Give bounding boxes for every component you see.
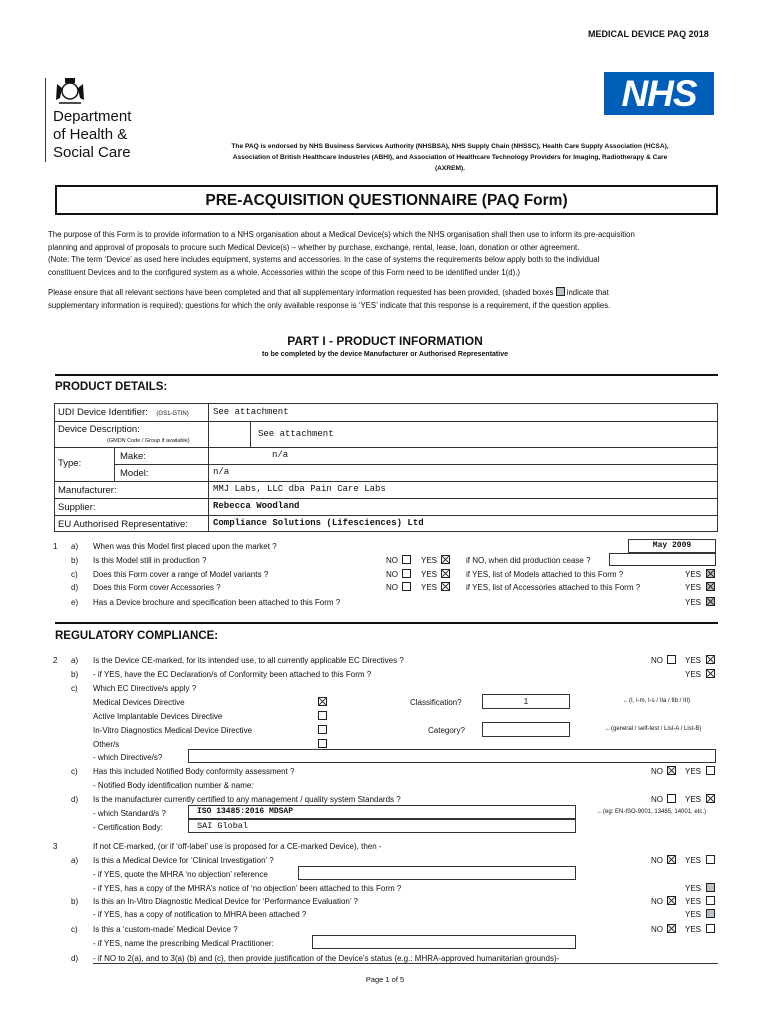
q1b-cease-field[interactable] [609, 553, 716, 566]
q2c2-no-checkbox[interactable] [667, 766, 676, 775]
q3c-yes-label: YES [685, 925, 702, 934]
q3b-sub-yes-label: YES [685, 910, 702, 919]
document-code: MEDICAL DEVICE PAQ 2018 [588, 29, 709, 39]
manufacturer-field[interactable]: MMJ Labs, LLC dba Pain Care Labs [213, 484, 386, 494]
device-description-label: Device Description: [58, 424, 140, 435]
category-hint: ←(general / self-test / List-A / List-B) [605, 726, 702, 732]
category-field[interactable] [482, 722, 570, 737]
q2c2-no-label: NO [651, 767, 663, 776]
udi-field[interactable]: See attachment [213, 407, 289, 417]
standards-hint: ←(eg: EN-ISO-9001, 13485, 14001, etc.) [597, 809, 707, 815]
q1d-follow-yes-checkbox[interactable] [706, 582, 715, 591]
q1e-yes-checkbox[interactable] [706, 597, 715, 606]
q1d-follow-yes-label: YES [685, 583, 702, 592]
others-label: Other/s [93, 740, 120, 749]
aimd-checkbox[interactable] [318, 711, 327, 720]
q3d-text: - if NO to 2(a), and to 3(a) (b) and (c), then provide justification of the Device’s status (e.g.: MHRA-approved humanitarian grounds)- [93, 954, 560, 963]
supplier-label: Supplier: [58, 502, 96, 513]
q3b-text: Is this an In-Vitro Diagnostic Medical Device for ‘Performance Evaluation’ ? [93, 897, 359, 906]
classification-hint: ←(I, I-m, I-s / IIa / IIb / III) [623, 698, 691, 704]
q3a-sub2-yes-checkbox[interactable] [706, 883, 715, 892]
device-description-hint: (GMDN Code / Group if available) [107, 438, 190, 444]
classification-label: Classification? [410, 698, 462, 707]
endorsement-text: The PAQ is endorsed by NHS Business Services Authority (NHSBSA), NHS Supply Chain (NHSSC), Health Care Supply Association (HCSA), Association of British Healthcare Industries (ABHI), and Association of Healthcare Technology Providers for Imaging, Radiotherapy & Care (AXREM). [231, 143, 669, 172]
q3a-yes-checkbox[interactable] [706, 855, 715, 864]
aimd-label: Active Implantable Devices Directive [93, 712, 223, 721]
q2a-text: Is the Device CE-marked, for its intended use, to all currently applicable EC Directives ? [93, 656, 404, 665]
q1a-text: When was this Model first placed upon the market ? [93, 542, 277, 551]
cert-body-label: - Certification Body: [93, 823, 163, 832]
q1b-yes-label: YES [421, 556, 438, 565]
q3b-no-label: NO [651, 897, 663, 906]
q2b-text: - if YES, have the EC Declaration/s of Conformity been attached to this Form ? [93, 670, 372, 679]
mhra-reference-field[interactable] [298, 866, 576, 880]
q3b-sub: - if YES, has a copy of notification to MHRA been attached ? [93, 910, 307, 919]
dept-name-line2: of Health & [53, 126, 128, 143]
q3c-letter: c) [71, 925, 78, 934]
justification-underline [93, 963, 718, 964]
q2c-letter: c) [71, 684, 78, 693]
q3a-yes-label: YES [685, 856, 702, 865]
q1-number: 1 [53, 542, 58, 551]
q3b-letter: b) [71, 897, 79, 906]
q2d-letter: d) [71, 795, 79, 804]
standards-label: - which Standard/s ? [93, 809, 166, 818]
udi-label: UDI Device Identifier: (GS1-GTIN) [58, 407, 189, 418]
q3b-sub-yes-checkbox[interactable] [706, 909, 715, 918]
model-field[interactable]: n/a [213, 467, 230, 477]
dhsc-logo [45, 76, 165, 166]
dept-name-line3: Social Care [53, 144, 131, 161]
q1c-follow-yes-label: YES [685, 570, 702, 579]
ivd-checkbox[interactable] [318, 725, 327, 734]
q1c-followup: if YES, list of Models attached to this Form ? [466, 570, 624, 579]
category-label: Category? [428, 726, 465, 735]
intro-paragraph: The purpose of this Form is to provide information to a NHS organisation about a Medical Device(s) which the NHS organisation shall then use to inform its pre-acquisition planning and approval of proposals to procure such Medical Device(s) – whether by purchase, exchange, rental, lease, loan, donation or other agreement. (Note: The term ‘Device’ as used here includes equipment, systems and accessories. In the case of systems the requirements below apply both to the individual constituent Devices and to the configured system as a whole. Accessories within the scope of this Form need to be identified under 1(d).) [48, 230, 635, 277]
q2b-yes-label: YES [685, 670, 702, 679]
which-directive-label: - which Directive/s? [93, 753, 163, 762]
q2c-text: Which EC Directive/s apply ? [93, 684, 197, 693]
part1-title: PART I - PRODUCT INFORMATION [287, 334, 483, 348]
mdd-checkbox[interactable] [318, 697, 327, 706]
q3a-sub1: - if YES, quote the MHRA ‘no objection’ reference [93, 870, 268, 879]
q3a-no-checkbox[interactable] [667, 855, 676, 864]
q1d-letter: d) [71, 583, 79, 592]
q3a-no-label: NO [651, 856, 663, 865]
q3b-yes-checkbox[interactable] [706, 896, 715, 905]
eu-rep-field[interactable]: Compliance Solutions (Lifesciences) Ltd [213, 518, 424, 528]
cert-body-field[interactable]: SAI Global [188, 819, 576, 833]
q1d-yes-checkbox[interactable] [441, 582, 450, 591]
q2a-yes-label: YES [685, 656, 702, 665]
q2d-yes-label: YES [685, 795, 702, 804]
q2a-yes-checkbox[interactable] [706, 655, 715, 664]
page-number: Page 1 of 5 [365, 975, 405, 984]
q3c-yes-checkbox[interactable] [706, 924, 715, 933]
q2c2-yes-label: YES [685, 767, 702, 776]
q3a-letter: a) [71, 856, 79, 865]
nhs-logo: NHS [604, 72, 714, 115]
q1b-followup: if NO, when did production cease ? [466, 556, 591, 565]
q2a-no-label: NO [651, 656, 663, 665]
eu-rep-label: EU Authorised Representative: [58, 519, 188, 530]
q1c-yes-checkbox[interactable] [441, 569, 450, 578]
classification-field[interactable]: 1 [482, 694, 570, 709]
q3d-letter: d) [71, 954, 79, 963]
q3-number: 3 [53, 842, 58, 851]
mdd-label: Medical Devices Directive [93, 698, 185, 707]
q1a-letter: a) [71, 542, 79, 551]
crest-icon [53, 76, 87, 106]
q1b-letter: b) [71, 556, 79, 565]
q1b-no-checkbox[interactable] [402, 555, 411, 564]
q3c-text: Is this a ‘custom-made’ Medical Device ? [93, 925, 238, 934]
q2d-no-checkbox[interactable] [667, 794, 676, 803]
q2-number: 2 [53, 656, 58, 665]
others-checkbox[interactable] [318, 739, 327, 748]
which-directive-field[interactable] [188, 749, 716, 763]
q3b-no-checkbox[interactable] [667, 896, 676, 905]
device-description-field[interactable]: See attachment [258, 429, 334, 439]
type-label: Type: [58, 458, 82, 469]
q3a-text: Is this a Medical Device for ‘Clinical Investigation’ ? [93, 856, 274, 865]
standards-field[interactable]: ISO 13485:2016 MDSAP [188, 805, 576, 819]
q1c-letter: c) [71, 570, 78, 579]
q1e-yes-label: YES [685, 598, 702, 607]
q2c2-yes-checkbox[interactable] [706, 766, 715, 775]
make-label: Make: [120, 451, 146, 462]
q2a-letter: a) [71, 656, 79, 665]
regulatory-heading: REGULATORY COMPLIANCE: [55, 630, 219, 642]
supplier-field[interactable]: Rebecca Woodland [213, 501, 300, 511]
q1c-yes-label: YES [421, 570, 438, 579]
q2d-text: Is the manufacturer currently certified to any management / quality system Standards ? [93, 795, 401, 804]
q2b-yes-checkbox[interactable] [706, 669, 715, 678]
q1b-no-label: NO [386, 556, 398, 565]
dept-name-line1: Department [53, 108, 132, 125]
instructions-paragraph: Please ensure that all relevant sections have been completed and that all supplementary information requested has been provided, (shaded boxes indicate that supplementary information is required); questions for which the only available response is ‘YES’ indicate that this response is a requirement, if the question applies. [48, 288, 611, 310]
q3c-no-label: NO [651, 925, 663, 934]
q2c2-text: Has this included Notified Body conformity assessment ? [93, 767, 295, 776]
part1-subtitle: to be completed by the device Manufacturer or Authorised Representative [262, 351, 508, 358]
q1a-field[interactable]: May 2009 [628, 539, 716, 553]
divider [55, 622, 718, 624]
q3c-sub: - if YES, name the prescribing Medical Practitioner: [93, 939, 274, 948]
ivd-label: In-Vitro Diagnostics Medical Device Directive [93, 726, 253, 735]
form-title: PRE-ACQUISITION QUESTIONNAIRE (PAQ Form) [55, 185, 718, 215]
q1d-no-label: NO [386, 583, 398, 592]
q1e-text: Has a Device brochure and specification been attached to this Form ? [93, 598, 341, 607]
q1c-text: Does this Form cover a range of Model variants ? [93, 570, 269, 579]
q1d-no-checkbox[interactable] [402, 582, 411, 591]
divider [55, 374, 718, 376]
q2b-letter: b) [71, 670, 79, 679]
q1d-followup: if YES, list of Accessories attached to this Form ? [466, 583, 641, 592]
q3b-yes-label: YES [685, 897, 702, 906]
product-table [54, 403, 718, 532]
q2d-yes-checkbox[interactable] [706, 794, 715, 803]
product-details-heading: PRODUCT DETAILS: [55, 381, 168, 393]
make-field[interactable]: n/a [272, 450, 289, 460]
shaded-box-icon [556, 287, 565, 296]
q1b-text: Is this Model still in production ? [93, 556, 207, 565]
q3-intro: If not CE-marked, (or if ‘off-label’ use is proposed for a CE-marked Device), then - [93, 842, 382, 851]
manufacturer-label: Manufacturer: [58, 485, 117, 496]
q1b-yes-checkbox[interactable] [441, 555, 450, 564]
q3a-sub2: - if YES, has a copy of the MHRA’s notice of ‘no objection’ been attached to this Form ? [93, 884, 402, 893]
q1e-letter: e) [71, 598, 79, 607]
practitioner-field[interactable] [312, 935, 576, 949]
q1c-no-label: NO [386, 570, 398, 579]
notified-body-label: - Notified Body identification number & name: [93, 781, 254, 790]
q3c-no-checkbox[interactable] [667, 924, 676, 933]
q2d-no-label: NO [651, 795, 663, 804]
q2c2-letter: c) [71, 767, 78, 776]
q1c-no-checkbox[interactable] [402, 569, 411, 578]
q1c-follow-yes-checkbox[interactable] [706, 569, 715, 578]
q1d-text: Does this Form cover Accessories ? [93, 583, 221, 592]
model-label: Model: [120, 468, 149, 479]
q3a-sub2-yes-label: YES [685, 884, 702, 893]
q1d-yes-label: YES [421, 583, 438, 592]
q2a-no-checkbox[interactable] [667, 655, 676, 664]
